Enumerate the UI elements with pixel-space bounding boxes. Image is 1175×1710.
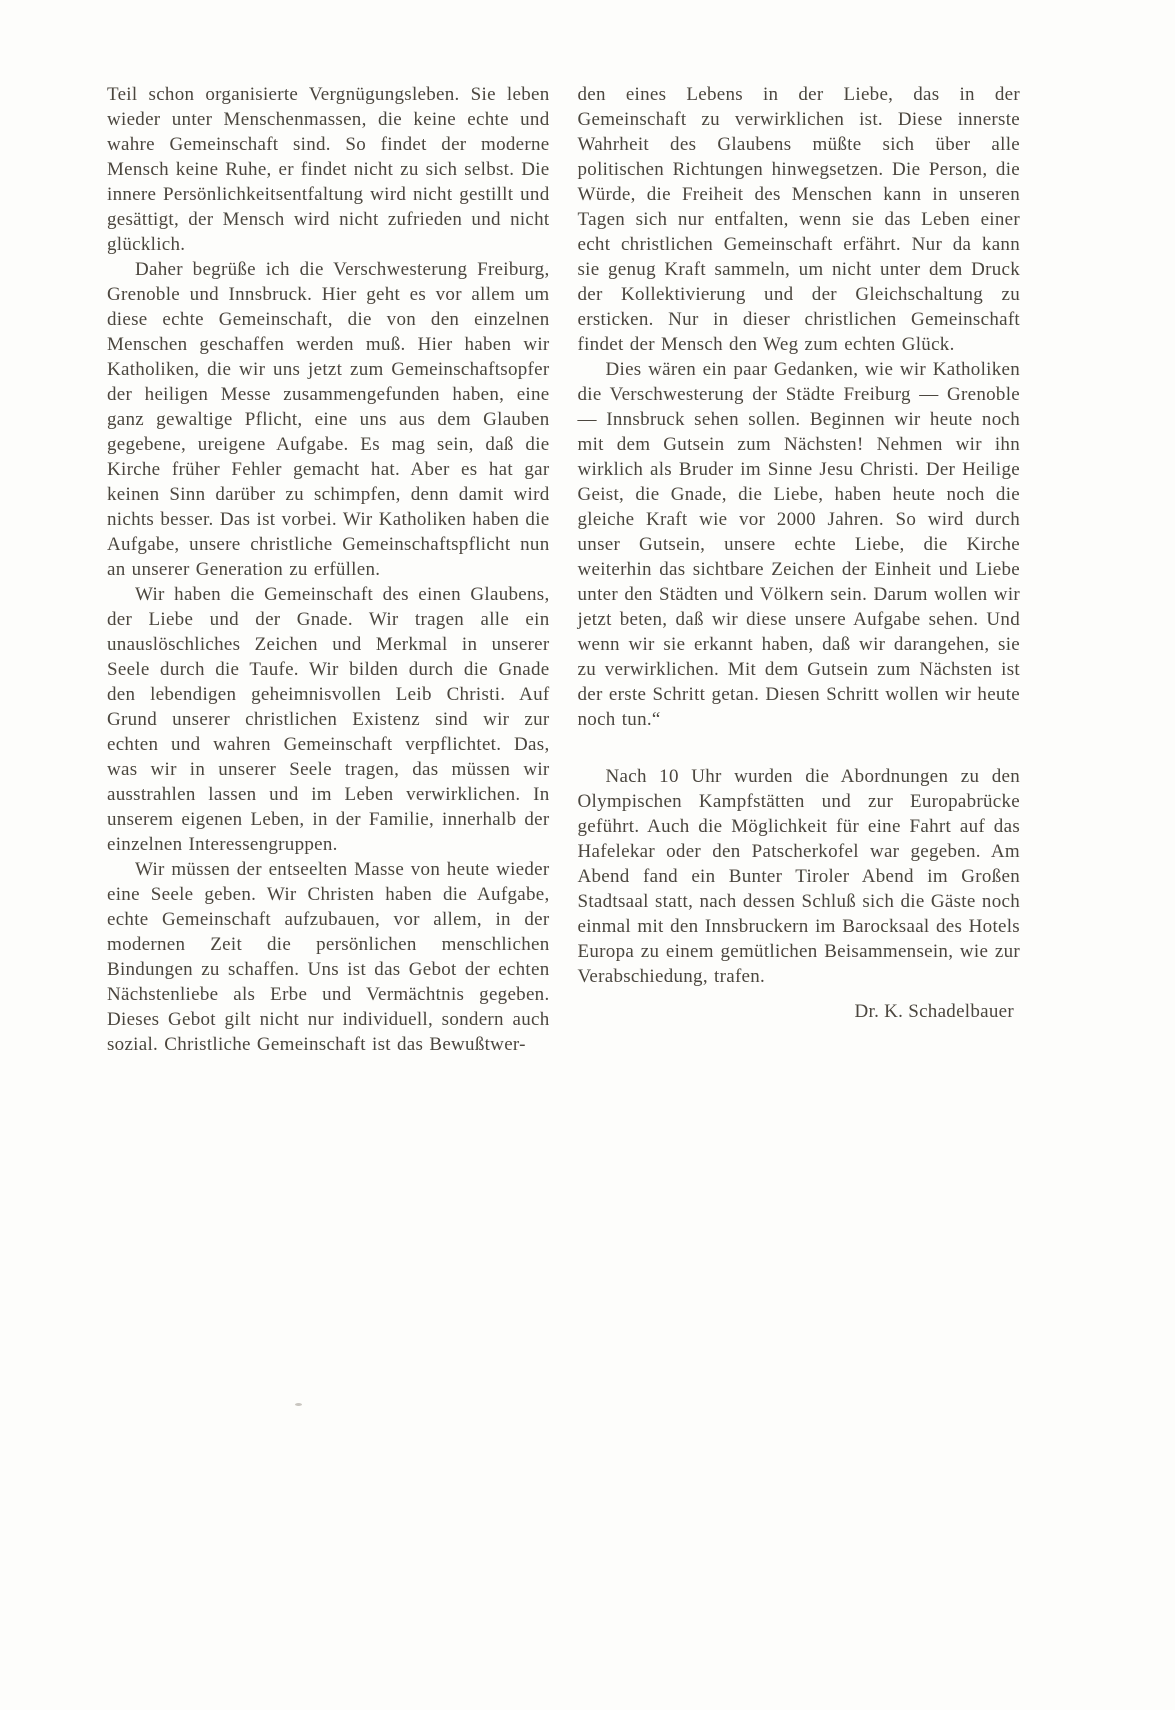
column-left: [107, 82, 550, 1057]
column-right: [578, 82, 1021, 1057]
paragraph-continuation: den eines Lebens in der Liebe, das in der Gemeinschaft zu verwirklichen ist. Diese innerste Wahrheit des Glaubens müßte sich über alle politischen Richtungen hinwegsetzen. Die Person, die Würde, die Freiheit des Menschen kann in unseren Tagen sich nur entfalten, wenn sie das Leben einer echt christlichen Gemeinschaft erfährt. Nur da kann sie genug Kraft sammeln, um nicht unter dem Druck der Kollektivierung und der Gleichschaltung zu ersticken. Nur in dieser christlichen Gemeinschaft findet der Mensch den Weg zum echten Glück.: [577, 84, 1020, 355]
paragraph-continuation: Teil schon organisierte Vergnügungsleben. Sie leben wieder unter Menschenmassen, die keine echte und wahre Gemeinschaft sind. So findet der moderne Mensch keine Ruhe, er findet nicht zu sich selbst. Die innere Persönlichkeitsentfaltung wird nicht gestillt und gesättigt, der Mensch wird nicht zufrieden und nicht glücklich.: [107, 84, 550, 255]
scan-artifact-speck: [295, 1403, 302, 1406]
author-signature: Dr. K. Schadelbauer: [854, 1001, 1014, 1022]
paragraph: Daher begrüße ich die Verschwesterung Freiburg, Grenoble und Innsbruck. Hier geht es vor allem um diese echte Gemeinschaft, die von den einzelnen Menschen geschaffen werden muß. Hier haben wir Katholiken, die wir uns jetzt zum Gemeinschaftsopfer der heiligen Messe zusammengefunden haben, eine ganz gewaltige Pflicht, eine uns aus dem Glauben gegebene, ureigene Aufgabe. Es mag sein, daß die Kirche früher Fehler gemacht hat. Aber es hat gar keinen Sinn darüber zu schimpfen, denn damit wird nichts besser. Das ist vorbei. Wir Katholiken haben die Aufgabe, unsere christliche Gemeinschaftspflicht nun an unserer Generation zu erfüllen.: [107, 259, 550, 580]
paragraph: Dies wären ein paar Gedanken, wie wir Katholiken die Verschwesterung der Städte Freiburg — Grenoble — Innsbruck sehen sollen. Beginnen wir heute noch mit dem Gutsein zum Nächsten! Nehmen wir ihn wirklich als Bruder im Sinne Jesu Christi. Der Heilige Geist, die Gnade, die Liebe, haben heute noch die gleiche Kraft wie vor 2000 Jahren. So wird durch unser Gutsein, unsere echte Liebe, die Kirche weiterhin das sichtbare Zeichen der Einheit und Liebe unter den Städten und Völkern sein. Darum wollen wir jetzt beten, daß wir diese unsere Aufgabe sehen. Und wenn wir sie erkannt haben, daß wir darangehen, sie zu verwirklichen. Mit dem Gutsein zum Nächsten ist der erste Schritt getan. Diesen Schritt wollen wir heute noch tun.“: [577, 359, 1020, 730]
paragraph: Wir haben die Gemeinschaft des einen Glaubens, der Liebe und der Gnade. Wir tragen alle ein unauslöschliches Zeichen und Merkmal in unserer Seele durch die Taufe. Wir bilden durch die Gnade den lebendigen geheimnisvollen Leib Christi. Auf Grund unserer christlichen Existenz sind wir zur echten und wahren Gemeinschaft verpflichtet. Das, was wir in unserer Seele tragen, das müssen wir ausstrahlen lassen und im Leben verwirklichen. In unserem eigenen Leben, in der Familie, innerhalb der einzelnen Interessengruppen.: [107, 584, 550, 855]
paragraph: Wir müssen der entseelten Masse von heute wieder eine Seele geben. Wir Christen haben die Aufgabe, echte Gemeinschaft aufzubauen, vor allem, in der modernen Zeit die persönlichen menschlichen Bindungen zu schaffen. Uns ist das Gebot der echten Nächstenliebe als Erbe und Vermächtnis gegeben. Dieses Gebot gilt nicht nur individuell, sondern auch sozial. Christliche Gemeinschaft ist das Bewußtwer-: [107, 859, 550, 1055]
two-column-text-block: [107, 82, 1020, 1057]
paragraph-report: Nach 10 Uhr wurden die Abordnungen zu den Olympischen Kampfstätten und zur Europabrücke geführt. Auch die Möglichkeit für eine Fahrt auf das Hafelekar oder den Patscherkofel war gegeben. Am Abend fand ein Bunter Tiroler Abend im Großen Stadtsaal statt, nach dessen Schluß sich die Gäste noch einmal mit den Innsbruckern im Barocksaal des Hotels Europa zu einem gemütlichen Beisammensein, wie zur Verabschiedung, trafen.: [577, 766, 1020, 987]
